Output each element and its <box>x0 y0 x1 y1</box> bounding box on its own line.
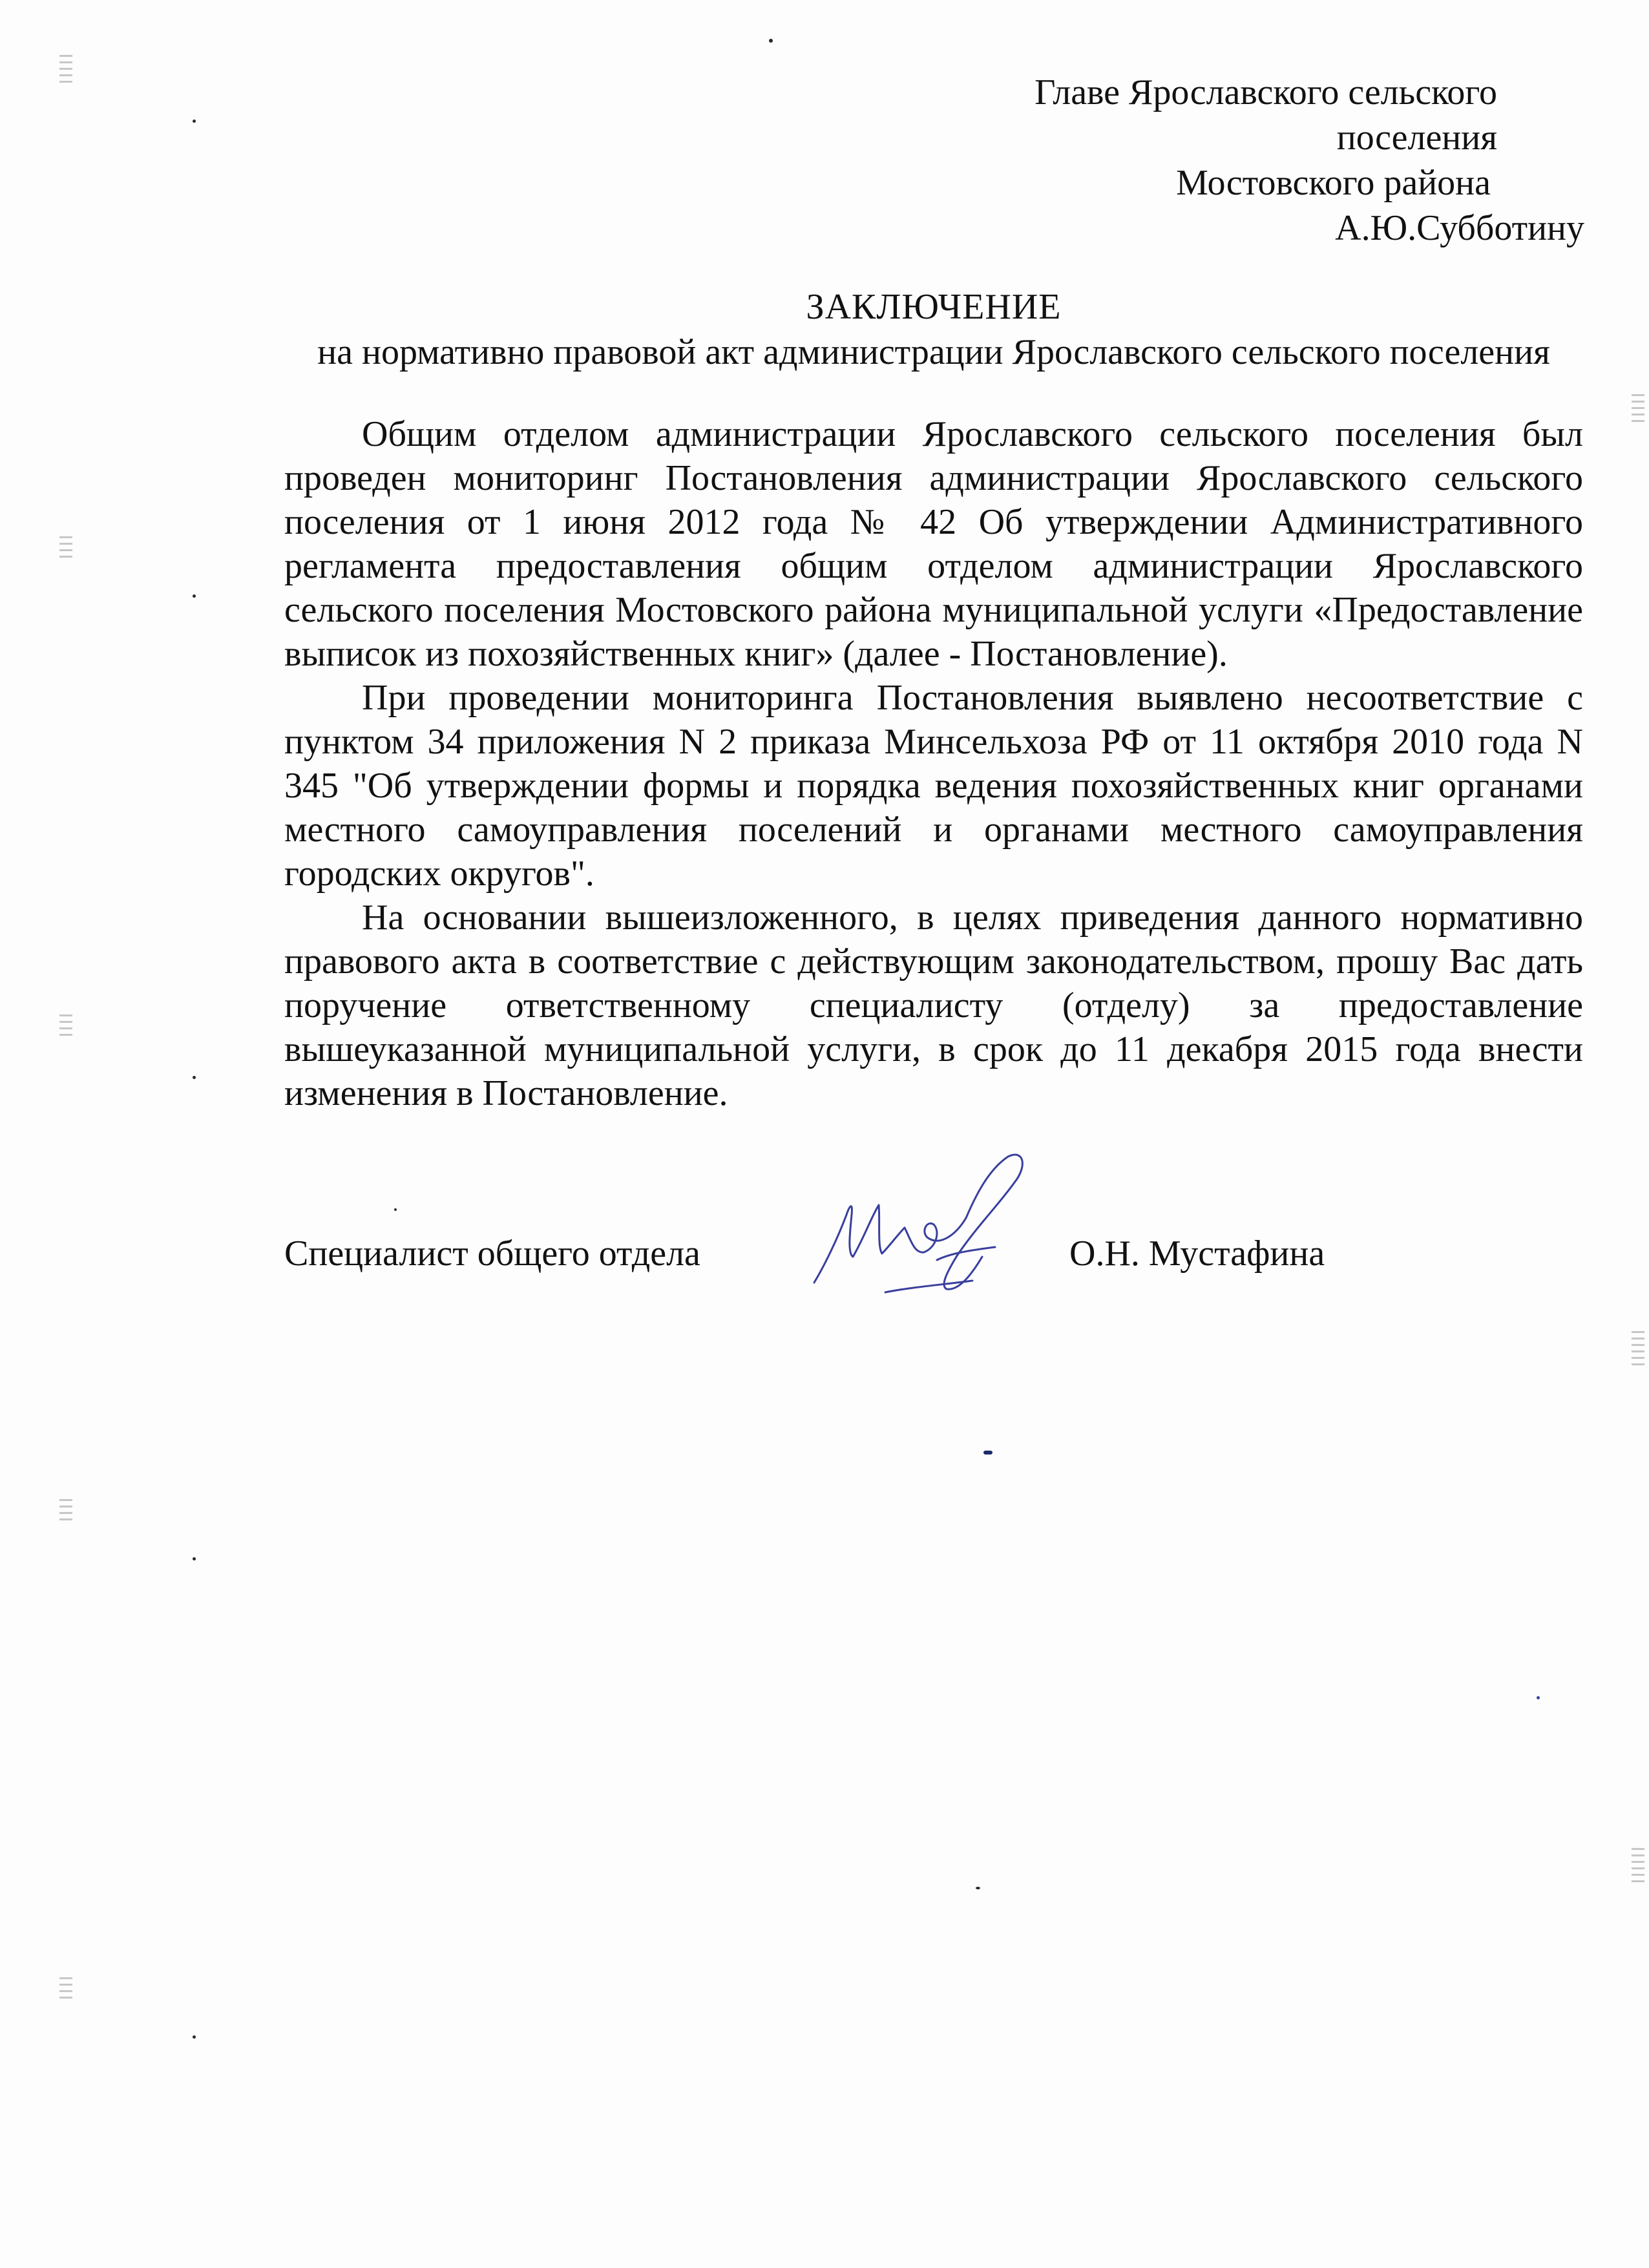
scan-speck <box>193 2035 196 2039</box>
signature-strokes <box>814 1155 1022 1292</box>
scan-edge-marks <box>1632 1331 1644 1370</box>
scan-edge-marks <box>59 1977 72 2003</box>
handwritten-signature <box>801 1144 1034 1312</box>
addressee-line: Мостовского района <box>1176 163 1491 203</box>
addressee-line: Главе Ярославского сельского <box>1035 72 1497 112</box>
scan-speck <box>193 594 196 598</box>
scan-speck <box>394 1208 397 1211</box>
scan-speck <box>769 39 773 43</box>
signer-name: О.Н. Мустафина <box>1069 1234 1325 1274</box>
body-paragraph: Общим отделом администрации Ярославского сельского поселения был проведен мониторинг Постановления администрации Ярославского сельского поселения от 1 июня 2012 года № 42 Об утверждении Административного регламента предоставления общим отделом администрации Ярославского сельского поселения Мостовского района муниципальной услуги «Предоставление выписок из похозяйственных книг» (далее - Постановление). <box>284 414 1583 674</box>
document-title: ЗАКЛЮЧЕНИЕ <box>806 287 1062 327</box>
body-paragraph: При проведении мониторинга Постановления выявлено несоответствие с пунктом 34 приложения N 2 приказа Минсельхоза РФ от 11 октября 2010 года N 345 "Об утверждении формы и порядка ведения похозяйственных книг органами местного самоуправления поселений и органами местного самоуправления городских округов". <box>284 678 1583 894</box>
scan-edge-marks <box>59 1014 72 1040</box>
signer-position: Специалист общего отдела <box>284 1234 700 1274</box>
scan-edge-marks <box>59 1499 72 1525</box>
scan-speck <box>1537 1696 1540 1699</box>
scan-speck <box>193 1557 196 1560</box>
scan-edge-marks <box>1632 1848 1644 1887</box>
scan-edge-marks <box>59 55 72 87</box>
document-body <box>284 412 1583 1115</box>
scan-speck <box>983 1451 993 1454</box>
addressee-block <box>938 70 1584 251</box>
scan-speck <box>193 120 196 123</box>
addressee-line: поселения <box>1336 118 1497 158</box>
addressee-line: А.Ю.Субботину <box>1335 208 1584 248</box>
body-paragraph: На основании вышеизложенного, в целях приведения данного нормативно правового акта в соответствие с действующим законодательством, прошу Вас дать поручение ответственному специалисту (отделу) за предоставление вышеуказанной муниципальной услуги, в срок до 11 декабря 2015 года внести изменения в Постановление. <box>284 898 1583 1113</box>
document-subtitle: на нормативно правовой акт администрации Ярославского сельского поселения <box>317 332 1550 372</box>
scan-speck <box>193 1076 196 1079</box>
scan-speck <box>976 1887 980 1889</box>
scan-edge-marks <box>1632 394 1644 426</box>
scan-edge-marks <box>59 536 72 562</box>
